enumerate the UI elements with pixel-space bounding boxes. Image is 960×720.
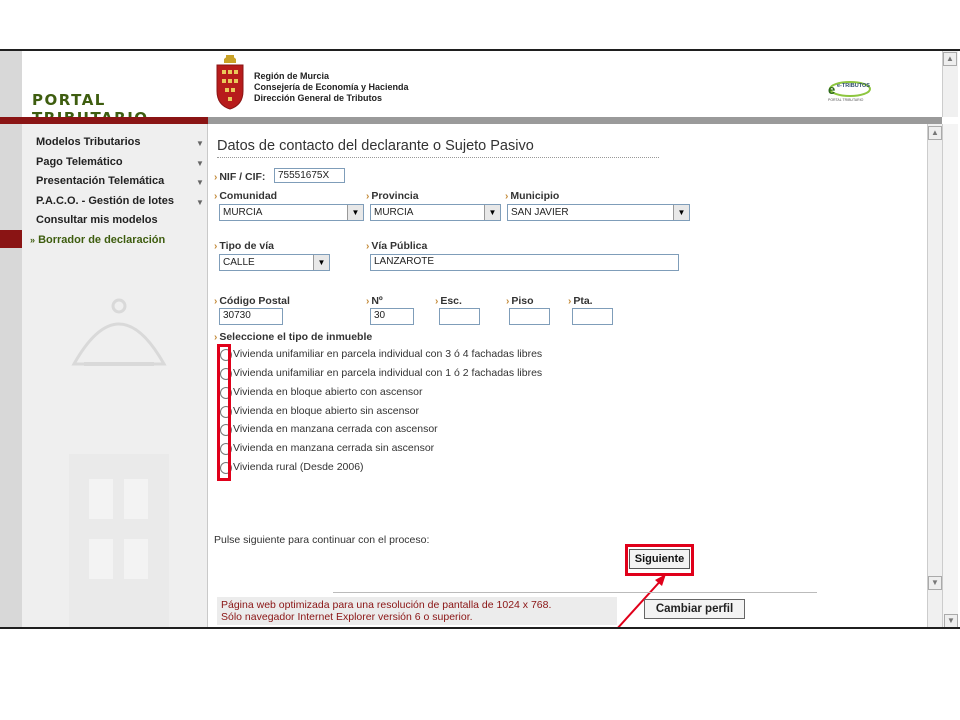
sidebar-item-presentacion-telematica[interactable]: Presentación Telemática: [36, 175, 165, 187]
organization-name: [254, 71, 409, 104]
cambiar-perfil-button[interactable]: Cambiar perfil: [644, 599, 745, 619]
main-scrollbar[interactable]: [927, 124, 942, 629]
scroll-down-icon[interactable]: ▼: [928, 576, 942, 590]
sidebar-item-consultar-modelos[interactable]: Consultar mis modelos: [36, 214, 158, 226]
etributos-logo-text: e-TRIBUTOS: [837, 83, 870, 89]
castle-emblem-icon: [64, 449, 174, 629]
sidebar-item-label: Borrador de declaración: [38, 234, 166, 246]
via-publica-field[interactable]: LANZAROTE: [370, 254, 679, 271]
siguiente-button[interactable]: Siguiente: [629, 549, 690, 569]
provincia-select[interactable]: [370, 204, 501, 221]
outer-scrollbar[interactable]: [942, 124, 958, 629]
arrow-icon: ›: [505, 191, 509, 202]
active-menu-marker: [0, 230, 22, 248]
dropdown-arrow-icon[interactable]: ▼: [347, 205, 363, 220]
arrow-icon: ›: [214, 296, 218, 307]
footer-divider: [333, 592, 817, 593]
etributos-logo[interactable]: [828, 77, 878, 105]
piso-field[interactable]: [509, 308, 550, 325]
puerta-label-text: Pta.: [573, 295, 593, 307]
sidebar-item-borrador-declaracion[interactable]: [30, 234, 165, 246]
header-bar-accent: [0, 117, 208, 124]
comunidad-label-text: Comunidad: [219, 190, 278, 202]
tipo-via-label: [214, 240, 274, 252]
provincia-value: MURCIA: [374, 207, 414, 218]
provincia-label-text: Provincia: [371, 190, 419, 202]
inmueble-option-label: Vivienda unifamiliar en parcela individual con 1 ó 2 fachadas libres: [233, 367, 543, 379]
continue-instructions: Pulse siguiente para continuar con el proceso:: [214, 534, 430, 546]
tipo-via-select[interactable]: [219, 254, 330, 271]
dropdown-arrow-icon[interactable]: ▼: [673, 205, 689, 220]
region-murcia-shield-icon: [214, 53, 246, 111]
comunidad-select[interactable]: [219, 204, 364, 221]
inmueble-option-label: Vivienda en manzana cerrada sin ascensor: [233, 442, 435, 454]
piso-label: [506, 295, 534, 307]
chevron-down-icon[interactable]: ▼: [196, 159, 204, 168]
inmueble-option-label: Vivienda en bloque abierto sin ascensor: [233, 405, 420, 417]
codigo-postal-label: [214, 295, 290, 307]
inmueble-option-label: Vivienda en manzana cerrada con ascensor: [233, 423, 438, 435]
main-content: [209, 124, 942, 629]
escalera-field[interactable]: [439, 308, 480, 325]
numero-field[interactable]: 30: [370, 308, 414, 325]
inmueble-label-text: Seleccione el tipo de inmueble: [219, 331, 373, 343]
arrow-icon: ›: [366, 296, 370, 307]
arrow-icon: ›: [214, 172, 218, 183]
inmueble-label: [214, 331, 372, 343]
notice-line-resolution: Página web optimizada para una resolución de pantalla de 1024 x 768.: [221, 599, 552, 611]
scroll-up-icon[interactable]: ▲: [943, 52, 957, 66]
etributos-logo-subtitle: PORTAL TRIBUTARIO: [828, 98, 864, 102]
arrow-icon: ›: [366, 191, 370, 202]
escalera-label: [435, 295, 462, 307]
decorative-stripe: [0, 124, 22, 629]
portal-tributario-logo[interactable]: PORTAL: [32, 91, 106, 109]
arrow-icon: ›: [506, 296, 510, 307]
tipo-via-value: CALLE: [223, 257, 255, 268]
crown-emblem-icon: [64, 294, 174, 374]
via-publica-label: [366, 240, 427, 252]
chevron-down-icon[interactable]: ▼: [196, 178, 204, 187]
municipio-value: SAN JAVIER: [511, 207, 569, 218]
provincia-label: [366, 190, 419, 202]
nif-label-text: NIF / CIF:: [219, 171, 266, 183]
numero-label-text: Nº: [371, 295, 383, 307]
puerta-label: [568, 295, 593, 307]
arrow-icon: ›: [214, 191, 218, 202]
inmueble-option-label: Vivienda rural (Desde 2006): [233, 461, 364, 473]
comunidad-value: MURCIA: [223, 207, 263, 218]
municipio-label-text: Municipio: [510, 190, 560, 202]
arrow-icon: ›: [214, 241, 218, 252]
notice-line-browser: Sólo navegador Internet Explorer versión 6 o superior.: [221, 611, 473, 623]
radio-highlight-annotation: [217, 344, 231, 481]
via-publica-label-text: Vía Pública: [371, 240, 428, 252]
sidebar-item-paco-gestion-lotes[interactable]: P.A.C.O. - Gestión de lotes: [36, 195, 174, 207]
browser-notice: [217, 597, 617, 625]
codigo-postal-label-text: Código Postal: [219, 295, 290, 307]
org-line-region: Región de Murcia: [254, 71, 330, 81]
arrow-icon: ›: [435, 296, 439, 307]
comunidad-label: [214, 190, 277, 202]
arrow-icon: ›: [366, 241, 370, 252]
arrow-icon: ›: [214, 332, 218, 343]
arrow-icon: ›: [568, 296, 572, 307]
dropdown-arrow-icon[interactable]: ▼: [313, 255, 329, 270]
puerta-field[interactable]: [572, 308, 613, 325]
dropdown-arrow-icon[interactable]: ▼: [484, 205, 500, 220]
numero-label: [366, 295, 383, 307]
municipio-select[interactable]: [507, 204, 690, 221]
sidebar-menu: [0, 124, 208, 629]
org-line-consejeria: Consejería de Economía y Hacienda: [254, 82, 409, 92]
chevron-down-icon[interactable]: ▼: [196, 198, 204, 207]
org-line-direccion: Dirección General de Tributos: [254, 93, 383, 103]
page-title: Datos de contacto del declarante o Sujeto Pasivo: [217, 138, 659, 158]
scroll-up-icon[interactable]: ▲: [928, 126, 942, 140]
codigo-postal-field[interactable]: 30730: [219, 308, 283, 325]
piso-label-text: Piso: [511, 295, 534, 307]
inmueble-option-label: Vivienda unifamiliar en parcela individual con 3 ó 4 fachadas libres: [233, 348, 543, 360]
portal-header-left: [0, 51, 209, 117]
scroll-down-icon[interactable]: ▼: [944, 614, 958, 628]
escalera-label-text: Esc.: [440, 295, 462, 307]
sidebar-item-pago-telematico[interactable]: Pago Telemático: [36, 156, 123, 168]
nif-label: [214, 171, 265, 183]
browser-viewport: [0, 49, 960, 629]
decorative-stripe: [0, 51, 22, 117]
tipo-via-label-text: Tipo de vía: [219, 240, 274, 252]
active-bullet: »: [30, 235, 36, 245]
nif-field[interactable]: 75551675X: [274, 168, 345, 183]
municipio-label: [505, 190, 559, 202]
portal-header-right: [208, 51, 954, 117]
svg-text:e: e: [828, 82, 836, 97]
header-scrollbar[interactable]: [942, 51, 958, 117]
sidebar-item-modelos-tributarios[interactable]: Modelos Tributarios: [36, 136, 141, 148]
inmueble-option-label: Vivienda en bloque abierto con ascensor: [233, 386, 423, 398]
chevron-down-icon[interactable]: ▼: [196, 139, 204, 148]
